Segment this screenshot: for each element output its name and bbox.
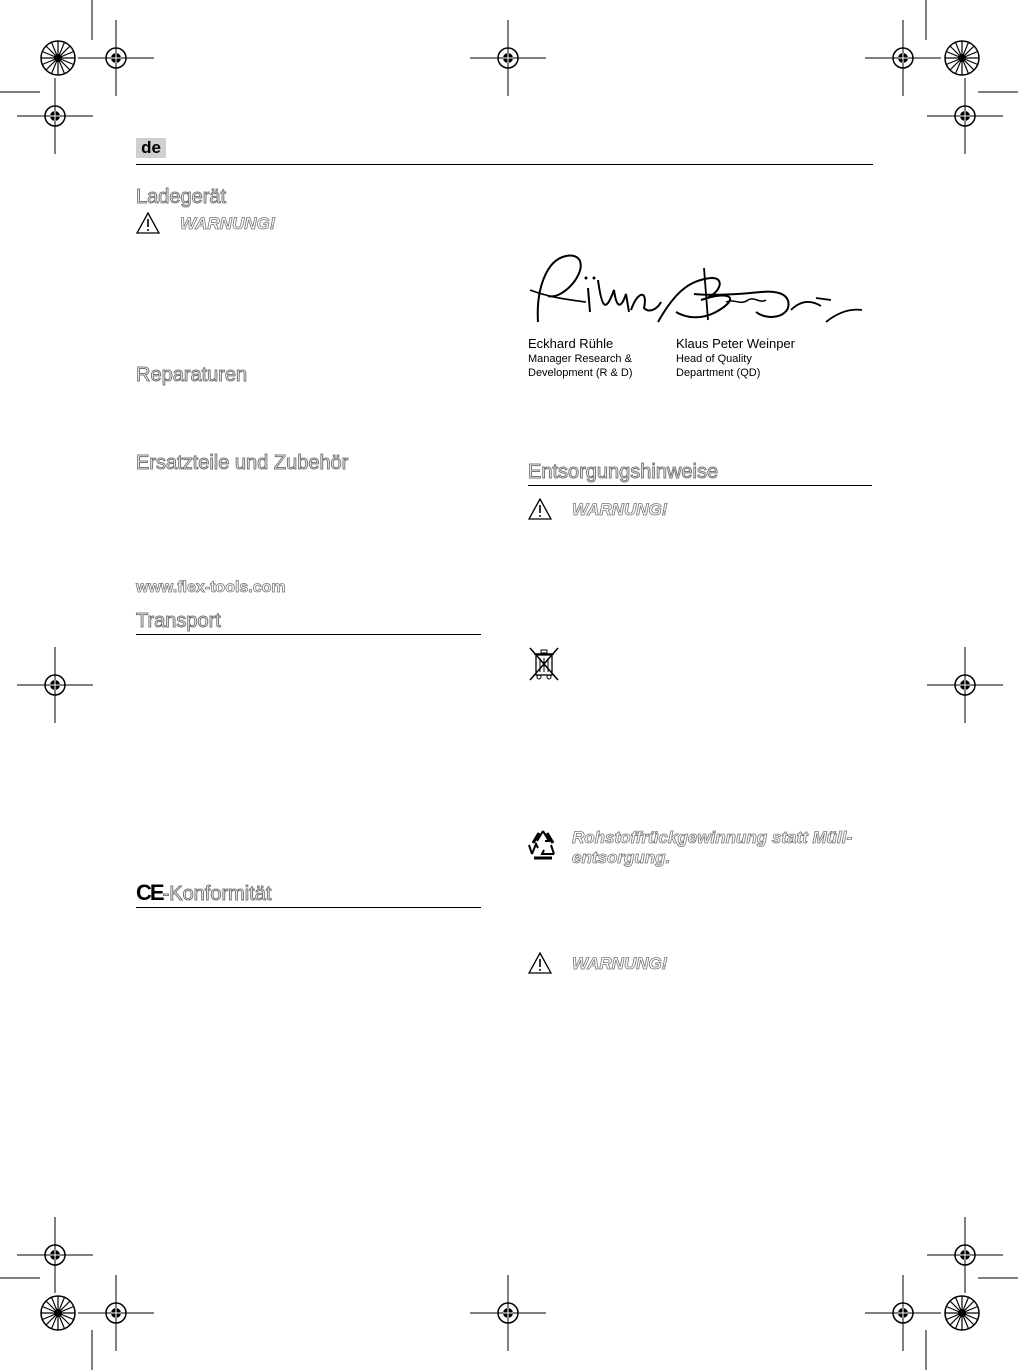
website-link[interactable]: www.flex-tools.com — [136, 579, 286, 596]
parts-heading: Ersatzteile und Zubehör — [136, 452, 349, 474]
language-tag: de — [136, 138, 166, 158]
signatory-role: Head of Quality — [676, 353, 752, 365]
ce-mark-icon: CE — [136, 880, 163, 905]
recycling-note: Rohstoffrückgewinnung statt Müll-entsorgung. — [572, 828, 853, 867]
disposal-heading: Entsorgungshinweise — [528, 460, 872, 486]
signatory-name: Eckhard Rühle — [528, 336, 614, 351]
charger-warning — [136, 212, 160, 234]
transport-heading: Transport — [136, 609, 481, 635]
signature-block-2 — [676, 336, 795, 380]
conformity-heading-label: -Konformität — [162, 883, 272, 905]
signatory-role: Department (QD) — [676, 367, 761, 379]
signatory-role: Manager Research & — [528, 353, 632, 365]
disposal-warning-2 — [528, 952, 552, 974]
warning-triangle-icon — [528, 498, 552, 520]
disposal-warning-2-label: WARNUNG! — [572, 954, 668, 973]
charger-warning-label: WARNUNG! — [180, 214, 276, 233]
signatory-name: Klaus Peter Weinper — [676, 336, 795, 351]
crossed-bin-icon — [528, 646, 560, 682]
conformity-heading — [136, 881, 481, 908]
signature-block-1 — [528, 336, 633, 380]
recycle-icon — [526, 828, 560, 862]
handwritten-signatures — [526, 250, 871, 335]
disposal-warning-1-label: WARNUNG! — [572, 500, 668, 519]
repairs-heading: Reparaturen — [136, 364, 248, 386]
warning-triangle-icon — [136, 212, 160, 234]
disposal-warning-1 — [528, 498, 552, 520]
warning-triangle-icon — [528, 952, 552, 974]
signatory-role: Development (R & D) — [528, 367, 633, 379]
header-divider — [136, 164, 873, 165]
charger-heading: Ladegerät — [136, 186, 227, 208]
